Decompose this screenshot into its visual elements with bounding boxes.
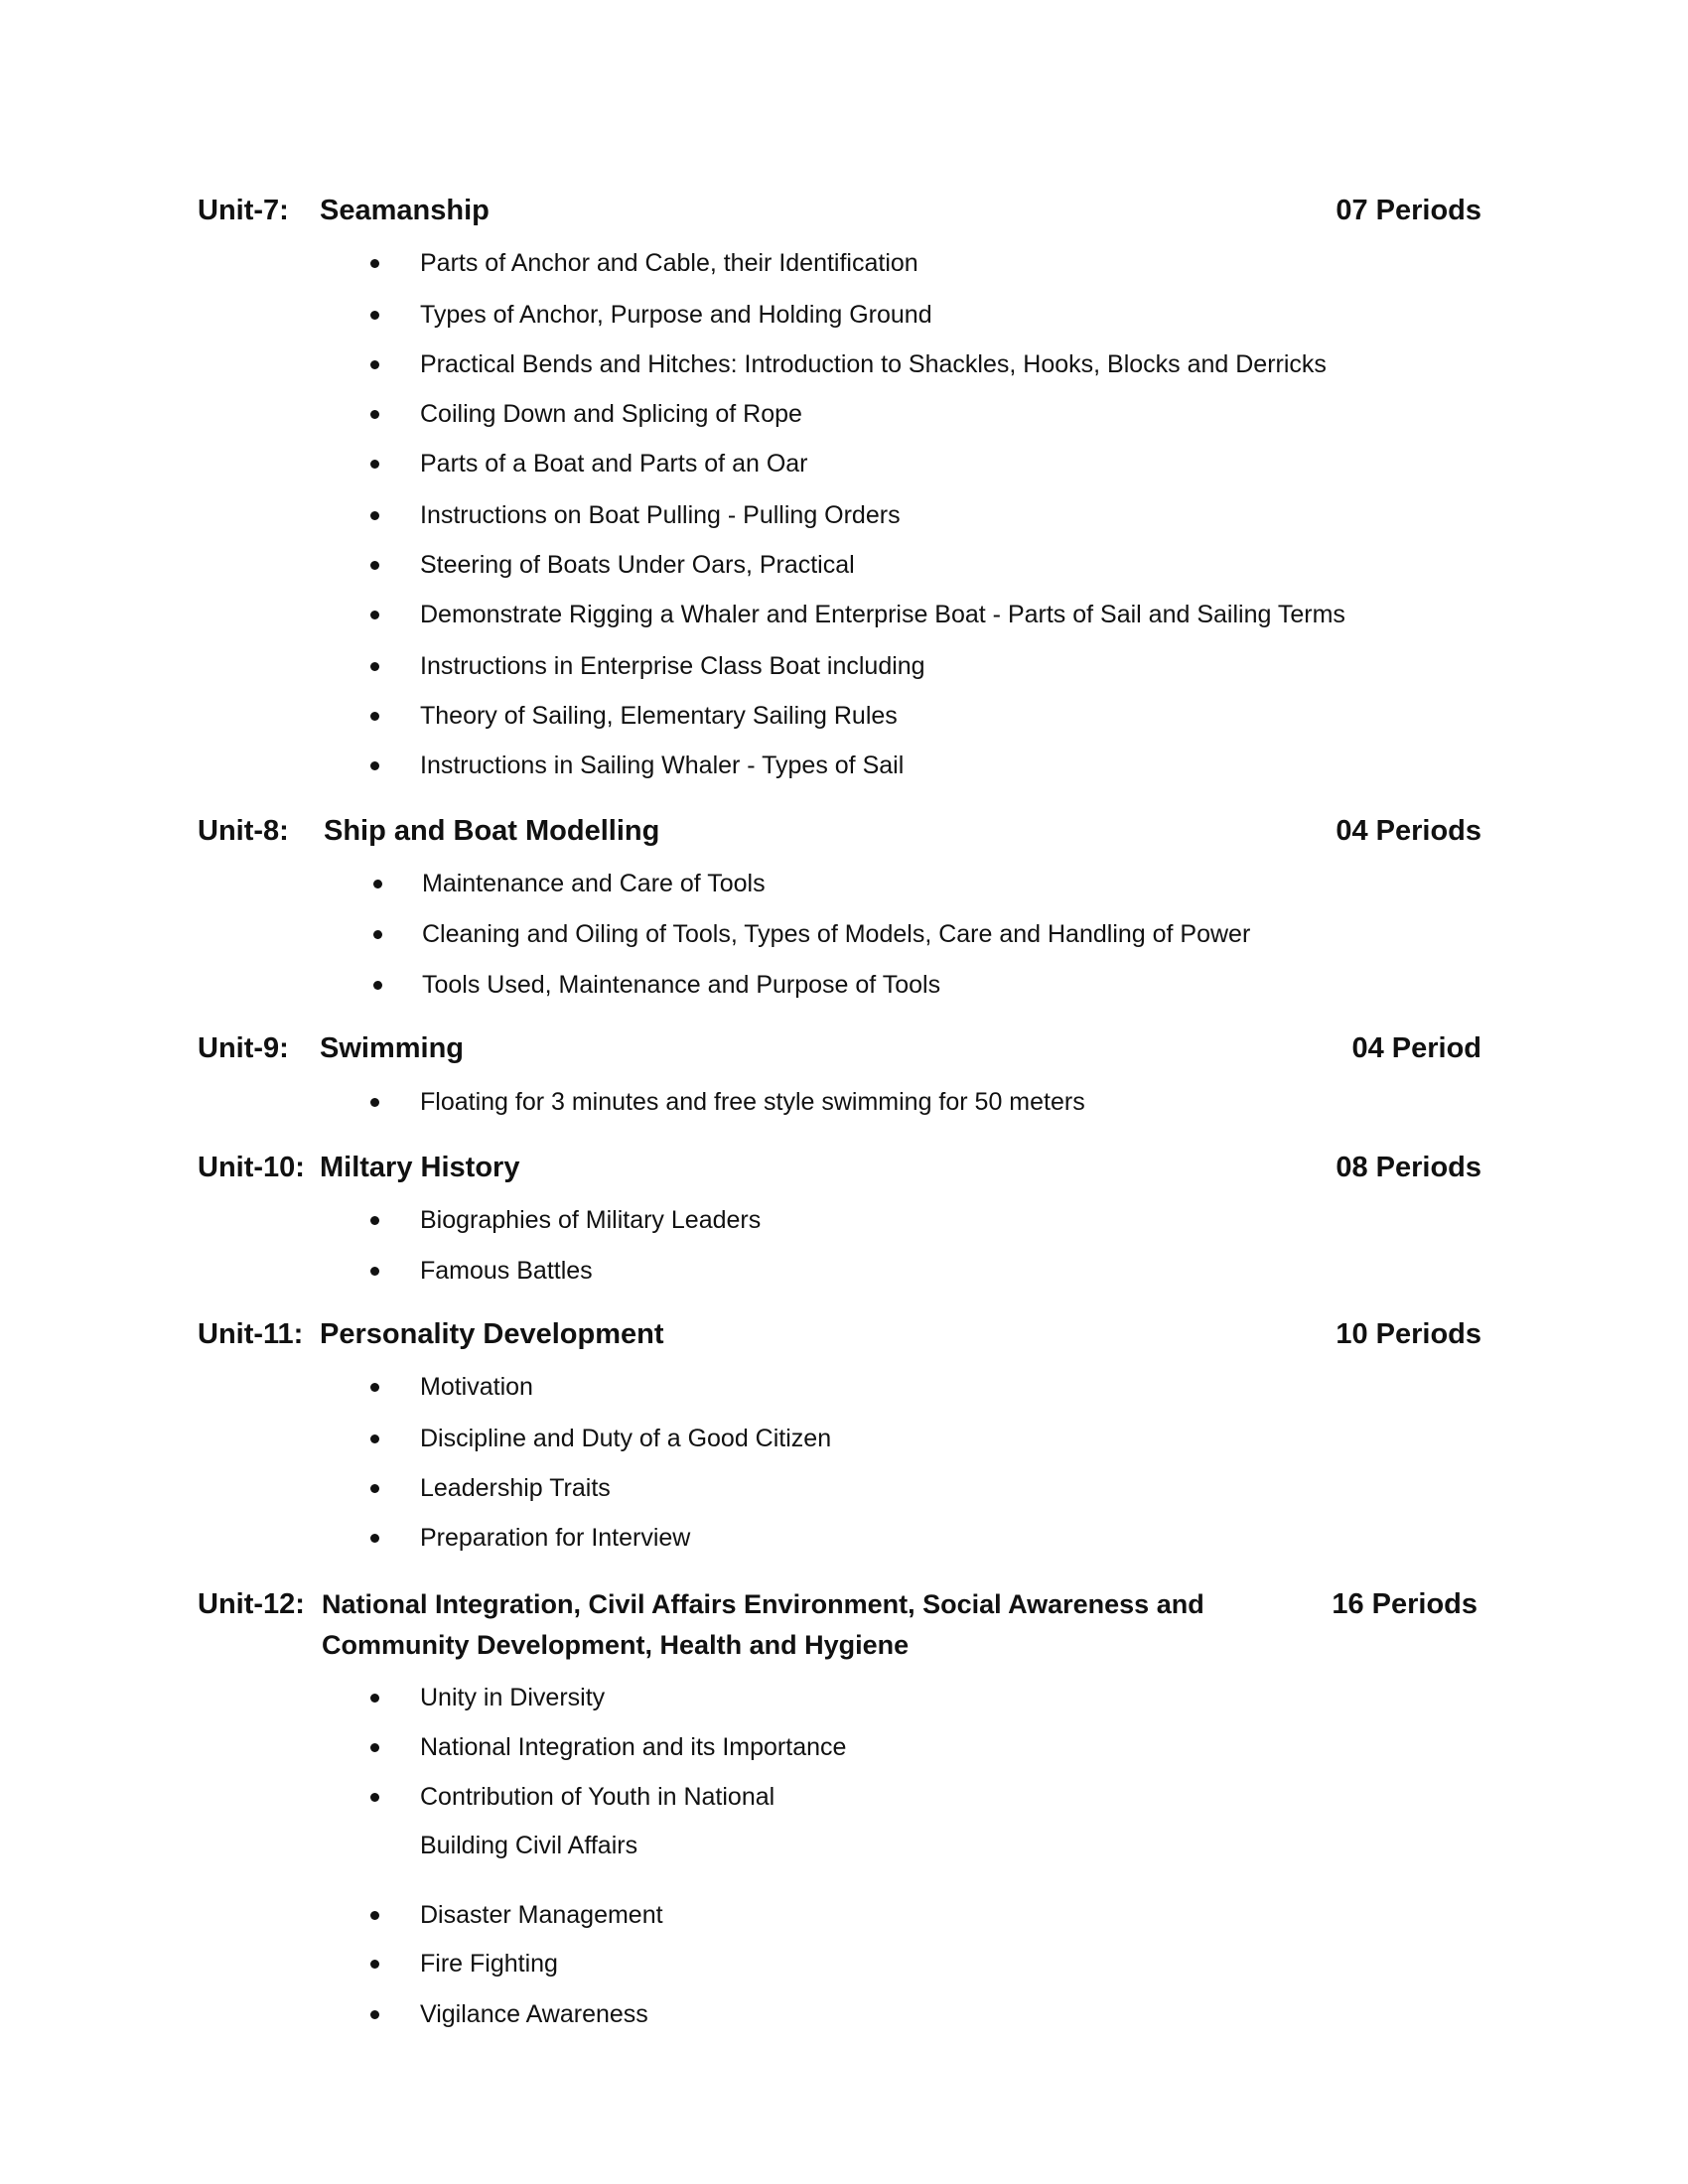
bullet-icon: [370, 761, 379, 770]
bullet-icon: [370, 259, 379, 268]
unit-periods: 07 Periods: [1336, 195, 1481, 226]
list-item: Vigilance Awareness: [420, 2000, 648, 2028]
list-item: Preparation for Interview: [420, 1524, 691, 1552]
bullet-icon: [370, 1911, 379, 1920]
list-item: Contribution of Youth in National: [420, 1783, 775, 1811]
unit-label: Unit-12:: [198, 1588, 305, 1620]
list-item: Parts of Anchor and Cable, their Identification: [420, 249, 918, 277]
bullet-icon: [370, 712, 379, 721]
list-item: Instructions in Enterprise Class Boat including: [420, 652, 925, 680]
unit-label: Unit-11:: [198, 1318, 304, 1350]
bullet-icon: [370, 1484, 379, 1493]
bullet-icon: [370, 662, 379, 671]
unit-label: Unit-8:: [198, 815, 289, 847]
unit-periods: 16 Periods: [1332, 1588, 1477, 1620]
list-item: Instructions on Boat Pulling - Pulling Orders: [420, 501, 901, 529]
list-item: Disaster Management: [420, 1901, 663, 1929]
list-item: Unity in Diversity: [420, 1684, 606, 1711]
list-item: Practical Bends and Hitches: Introduction to Shackles, Hooks, Blocks and Derricks: [420, 350, 1327, 378]
unit-title-line2: Community Development, Health and Hygiene: [322, 1630, 910, 1660]
bullet-icon: [373, 930, 382, 939]
list-item: National Integration and its Importance: [420, 1733, 847, 1761]
list-item: Biographies of Military Leaders: [420, 1206, 762, 1234]
bullet-icon: [370, 561, 379, 570]
list-item: Discipline and Duty of a Good Citizen: [420, 1425, 832, 1452]
list-item: Theory of Sailing, Elementary Sailing Rules: [420, 702, 898, 730]
list-item-continuation: Building Civil Affairs: [420, 1832, 638, 1859]
unit-title: Ship and Boat Modelling: [324, 815, 660, 847]
list-item: Floating for 3 minutes and free style swimming for 50 meters: [420, 1088, 1085, 1116]
unit-label: Unit-7:: [198, 195, 289, 226]
unit-periods: 08 Periods: [1336, 1152, 1481, 1183]
bullet-icon: [370, 1534, 379, 1543]
bullet-icon: [370, 360, 379, 369]
bullet-icon: [370, 460, 379, 469]
bullet-icon: [370, 1694, 379, 1703]
unit-title: Swimming: [320, 1032, 465, 1064]
bullet-icon: [370, 1267, 379, 1276]
bullet-icon: [370, 611, 379, 619]
bullet-icon: [373, 981, 382, 990]
bullet-icon: [370, 410, 379, 419]
unit-title: Seamanship: [320, 195, 490, 226]
bullet-icon: [370, 2010, 379, 2019]
bullet-icon: [370, 311, 379, 320]
unit-title: Personality Development: [320, 1318, 664, 1350]
unit-periods: 04 Period: [1351, 1032, 1481, 1064]
unit-title: National Integration, Civil Affairs Environment, Social Awareness and: [322, 1589, 1204, 1619]
unit-periods: 10 Periods: [1336, 1318, 1481, 1350]
list-item: Cleaning and Oiling of Tools, Types of Models, Care and Handling of Power: [422, 920, 1251, 948]
unit-periods: 04 Periods: [1336, 815, 1481, 847]
bullet-icon: [370, 1383, 379, 1392]
list-item: Demonstrate Rigging a Whaler and Enterprise Boat - Parts of Sail and Sailing Terms: [420, 601, 1345, 628]
unit-label: Unit-9:: [198, 1032, 289, 1064]
list-item: Parts of a Boat and Parts of an Oar: [420, 450, 808, 478]
bullet-icon: [370, 1216, 379, 1225]
list-item: Fire Fighting: [420, 1950, 558, 1978]
list-item: Instructions in Sailing Whaler - Types of Sail: [420, 751, 905, 779]
bullet-icon: [370, 1793, 379, 1802]
list-item: Steering of Boats Under Oars, Practical: [420, 551, 855, 579]
list-item: Famous Battles: [420, 1257, 593, 1285]
bullet-icon: [370, 1743, 379, 1752]
bullet-icon: [370, 1434, 379, 1443]
list-item: Coiling Down and Splicing of Rope: [420, 400, 802, 428]
list-item: Motivation: [420, 1373, 533, 1401]
bullet-icon: [373, 880, 382, 888]
list-item: Maintenance and Care of Tools: [422, 870, 766, 897]
bullet-icon: [370, 511, 379, 520]
list-item: Tools Used, Maintenance and Purpose of Tools: [422, 971, 941, 999]
unit-title: Miltary History: [320, 1152, 520, 1183]
unit-label: Unit-10:: [198, 1152, 305, 1183]
bullet-icon: [370, 1960, 379, 1969]
list-item: Leadership Traits: [420, 1474, 611, 1502]
bullet-icon: [370, 1098, 379, 1107]
list-item: Types of Anchor, Purpose and Holding Ground: [420, 301, 932, 329]
